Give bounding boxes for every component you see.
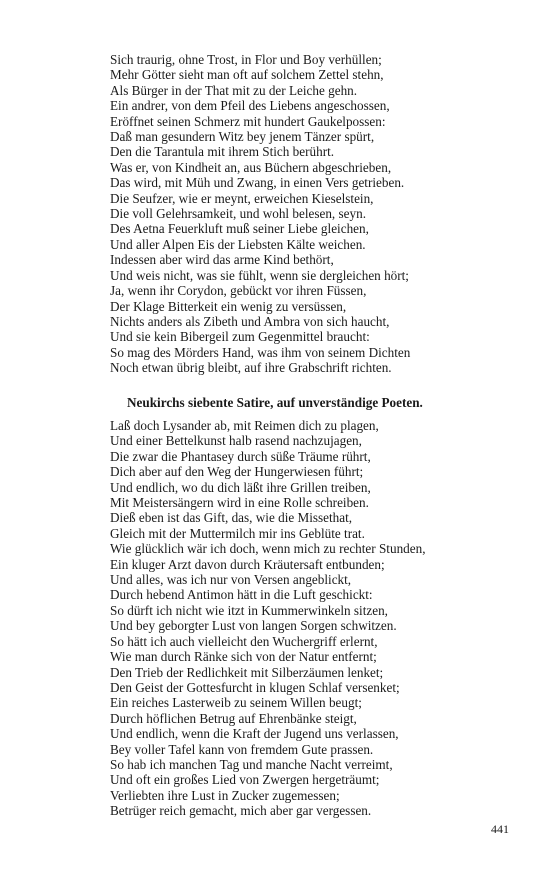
poem-line: Und weis nicht, was sie fühlt, wenn sie dergleichen hört; <box>110 267 409 283</box>
poem-line: Ein kluger Arzt davon durch Kräutersaft entbunden; <box>110 556 385 572</box>
poem-line: Mehr Götter sieht man oft auf solchem Zettel stehn, <box>110 67 384 83</box>
poem-line: Den die Tarantula mit ihrem Stich berührt. <box>110 144 335 160</box>
poem-line: Wie man durch Ränke sich von der Natur entfernt; <box>110 649 377 665</box>
poem-line: Und alles, was ich nur von Versen angeblickt, <box>110 572 352 588</box>
poem-line: Den Trieb der Redlichkeit mit Silberzäumen lenket; <box>110 664 384 680</box>
poem-line: Ein reiches Lasterweib zu seinem Willen beugt; <box>110 695 362 711</box>
poem-line: So mag des Mörders Hand, was ihm von seinem Dichten <box>110 344 411 360</box>
poem-line: Als Bürger in der That mit zu der Leiche gehn. <box>110 82 358 98</box>
poem-line: Des Aetna Feuerkluft muß seiner Liebe gleichen, <box>110 221 369 237</box>
poem-line: Und oft ein großes Lied von Zwergen hergeträumt; <box>110 772 380 788</box>
poem-line: Ja, wenn ihr Corydon, gebückt vor ihren Füssen, <box>110 283 367 299</box>
poem-line: Das wird, mit Müh und Zwang, in einen Vers getrieben. <box>110 175 405 191</box>
poem-line: Sich traurig, ohne Trost, in Flor und Boy verhüllen; <box>110 52 382 67</box>
poem-line: Die Seufzer, wie er meynt, erweichen Kieselstein, <box>110 190 374 206</box>
poem-line: Eröffnet seinen Schmerz mit hundert Gaukelpossen: <box>110 113 386 129</box>
poem-line: Wie glücklich wär ich doch, wenn mich zu rechter Stunden, <box>110 541 426 557</box>
poem-line: Der Klage Bitterkeit ein wenig zu versüssen, <box>110 298 347 314</box>
poem-line: Und einer Bettelkunst halb rasend nachzujagen, <box>110 433 362 449</box>
poem-line: So hätt ich auch vielleicht den Wuchergriff erlernt, <box>110 633 378 649</box>
poem-line: Mit Meistersängern wird in eine Rolle schreiben. <box>110 495 369 511</box>
poem-continued-stanza <box>110 52 490 376</box>
poem-line: Und endlich, wenn die Kraft der Jugend uns verlassen, <box>110 726 399 742</box>
poem-line: Dich aber auf den Weg der Hungerwiesen führt; <box>110 464 364 480</box>
poem-line: Die zwar die Phantasey durch süße Träume rührt, <box>110 448 371 464</box>
poem-line: Indessen aber wird das arme Kind bethört, <box>110 252 334 268</box>
poem-line: Und bey geborgter Lust von langen Sorgen schwitzen. <box>110 618 397 634</box>
poem-line: Den Geist der Gottesfurcht in klugen Schlaf versenket; <box>110 679 400 695</box>
poem-line: Laß doch Lysander ab, mit Reimen dich zu plagen, <box>110 418 379 433</box>
section-heading: Neukirchs siebente Satire, auf unverständige Poeten. <box>127 395 423 410</box>
page-number: 441 <box>491 822 509 836</box>
poem-line: Durch höflichen Betrug auf Ehrenbänke steigt, <box>110 710 357 726</box>
poem-line: Bey voller Tafel kann von fremdem Gute prassen. <box>110 741 374 757</box>
poem-line: Gleich mit der Muttermilch mir ins Geblüte trat. <box>110 525 365 541</box>
poem-line: Noch etwan übrig bleibt, auf ihre Grabschrift richten. <box>110 360 392 376</box>
poem-line: Dieß eben ist das Gift, das, wie die Missethat, <box>110 510 353 526</box>
satire-stanza <box>110 418 490 819</box>
poem-line: Und endlich, wo du dich läßt ihre Grillen treiben, <box>110 479 371 495</box>
poem-line: Ein andrer, von dem Pfeil des Liebens angeschossen, <box>110 98 390 114</box>
poem-line: Was er, von Kindheit an, aus Büchern abgeschrieben, <box>110 159 392 175</box>
poem-line: So dürft ich nicht wie itzt in Kummerwinkeln sitzen, <box>110 602 388 618</box>
poem-line: Durch hebend Antimon hätt in die Luft geschickt: <box>110 587 373 603</box>
poem-line: Betrüger reich gemacht, mich aber gar vergessen. <box>110 803 372 819</box>
poem-line: So hab ich manchen Tag und manche Nacht verreimt, <box>110 756 393 772</box>
poem-line: Und sie kein Bibergeil zum Gegenmittel braucht: <box>110 329 370 345</box>
poem-line: Und aller Alpen Eis der Liebsten Kälte weichen. <box>110 236 366 252</box>
poem-line: Verliebten ihre Lust in Zucker zugemessen; <box>110 787 340 803</box>
poem-line: Nichts anders als Zibeth und Ambra von sich haucht, <box>110 313 390 329</box>
poem-line: Daß man gesundern Witz bey jenem Tänzer spürt, <box>110 129 375 145</box>
poem-line: Die voll Gelehrsamkeit, und wohl belesen, seyn. <box>110 206 366 222</box>
